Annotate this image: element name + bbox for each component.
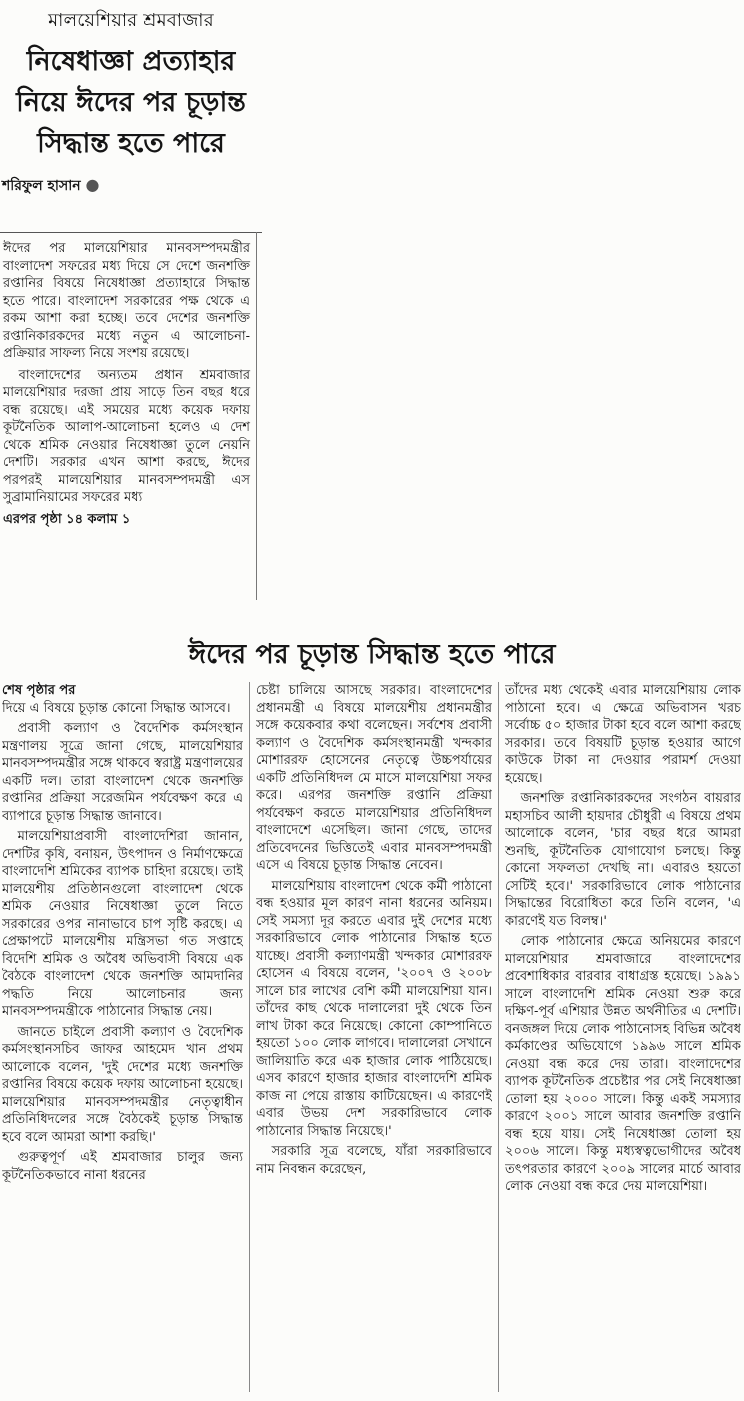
paragraph: দিয়ে এ বিষয়ে চূড়ান্ত কোনো সিদ্ধান্ত আসবে। <box>2 700 231 716</box>
paragraph: সরকারি সূত্র বলেছে, যাঁরা সরকারিভাবে নাম নিবন্ধন করেছেন, <box>256 1144 492 1177</box>
headline <box>8 41 254 164</box>
column-2 <box>256 682 492 1397</box>
continuation-title: ঈদের পর চূড়ান্ত সিদ্ধান্ত হতে পারে <box>188 639 556 670</box>
paragraph: তাঁদের মধ্য থেকেই এবার মালয়েশিয়ায় লোক পাঠানো হবে। এ ক্ষেত্রে অভিবাসন খরচ সর্বোচ্চ ৫০ হাজার টাকা হবে বলে আশা করছে সরকার। তবে বিষয়টি চূড়ান্ত হওয়ার আগে কাউকে টাকা না দেওয়ার পরামর্শ দেওয়া হয়েছে। <box>505 683 741 786</box>
paragraph: মালয়েশিয়াপ্রবাসী বাংলাদেশিরা জানান, দেশটির কৃষি, বনায়ন, উৎপাদন ও নির্মাণক্ষেত্রে বাংলাদেশি শ্রমিকের ব্যাপক চাহিদা রয়েছে। তাই মালয়েশীয় প্রতিষ্ঠানগুলো বাংলাদেশ থেকে শ্রমিক নেওয়ার নিষেধাজ্ঞা তুলে নিতে সরকারের ওপর নানাভাবে চাপ সৃষ্টি করছে। এ প্রেক্ষাপটে মালয়েশীয় মন্ত্রিসভা গত সপ্তাহে বিদেশি শ্রমিক ও অবৈধ অভিবাসী বিষয়ে এক বৈঠকে বাংলাদেশ থেকে জনশক্তি আমদানির পদ্ধতি নিয়ে আলোচনার জন্য মানবসম্পদমন্ত্রীকে পাঠানোর সিদ্ধান্ত নেয়। <box>2 829 243 1019</box>
continued-from-label: শেষ পৃষ্ঠার পর <box>2 683 76 698</box>
paragraph: জনশক্তি রপ্তানিকারকদের সংগঠন বায়রার মহাসচিব আলী হায়দার চৌধুরী এ বিষয়ে প্রথম আলোকে বলেন, 'চার বছর ধরে আমরা শুনছি, কূটনৈতিক যোগাযোগ চলছে। কিন্তু কোনো সফলতা দেখছি না। এবারও হয়তো সেটিই হবে।' সরকারিভাবে লোক পাঠানোর সিদ্ধান্তের বিরোধিতা করে তিনি বলেন, 'এ কারণেই যত বিলম্ব।' <box>505 791 741 929</box>
column-divider <box>498 682 499 1392</box>
paragraph: লোক পাঠানোর ক্ষেত্রে অনিয়মের কারণে মালয়েশিয়ার শ্রমবাজারে বাংলাদেশের প্রবেশাধিকার বারবার বাধাগ্রস্ত হয়েছে। ১৯৯১ সালে বাংলাদেশি শ্রমিক নেওয়া শুরু করে দক্ষিণ-পূর্ব এশিয়ার উন্নত অর্থনীতির এ দেশটি। বনজঙ্গল দিয়ে লোক পাঠানোসহ বিভিন্ন অবৈধ কর্মকাণ্ডের অভিযোগে ১৯৯৬ সালে শ্রমিক নেওয়া বন্ধ করে দেয় তারা। বাংলাদেশের ব্যাপক কূটনৈতিক প্রচেষ্টার পর সেই নিষেধাজ্ঞা তোলা হয় ২০০০ সালে। কিন্তু একই সমস্যার কারণে ২০০১ সালে আবার জনশক্তি রপ্তানি বন্ধ হয়ে যায়। সেই নিষেধাজ্ঞা তোলা হয় ২০০৬ সালে। কিন্তু মধ্যস্বত্বভোগীদের অবৈধ তৎপরতার কারণে ২০০৯ সালের মার্চে আবার লোক নেওয়া বন্ধ করে দেয় মালয়েশিয়া। <box>505 934 741 1194</box>
byline <box>2 174 262 198</box>
byline-name: শরিফুল হাসান <box>2 178 81 194</box>
column-1 <box>2 682 243 1397</box>
paragraph: গুরুত্বপূর্ণ এই শ্রমবাজার চালুর জন্য কূটনৈতিকভাবে নানা ধরনের <box>2 1150 243 1183</box>
column-3 <box>505 682 741 1397</box>
column-divider <box>249 682 250 1392</box>
paragraph: চেষ্টা চালিয়ে আসছে সরকার। বাংলাদেশের প্রধানমন্ত্রী এ বিষয়ে মালয়েশীয় প্রধানমন্ত্রীর সঙ্গে কয়েকবার কথা বলেছেন। সর্বশেষ প্রবাসী কল্যাণ ও বৈদেশিক কর্মসংস্থানমন্ত্রী খন্দকার মোশাররফ হোসেনের নেতৃত্বে উচ্চপর্যায়ের একটি প্রতিনিধিদল মে মাসে মালয়েশিয়া সফর করে। এরপর জনশক্তি রপ্তানি প্রক্রিয়া পর্যবেক্ষণ করতে মালয়েশিয়ার প্রতিনিধিদল বাংলাদেশে এসেছিল। জানা গেছে, তাদের প্রতিবেদনের ভিত্তিতেই এবার মানবসম্পদমন্ত্রী এসে এ বিষয়ে চূড়ান্ত সিদ্ধান্ত নেবেন। <box>256 683 492 873</box>
paragraph: বাংলাদেশের অন্যতম প্রধান শ্রমবাজার মালয়েশিয়ার দরজা প্রায় সাড়ে তিন বছর ধরে বন্ধ রয়েছে। এই সময়ের মধ্যে কয়েক দফায় কূটনৈতিক আলাপ-আলোচনা হলেও এ দেশ থেকে শ্রমিক নেওয়ার নিষেধাজ্ঞা তুলে নেয়নি দেশটি। সরকার এখন আশা করছে, ঈদের পরপরই মালয়েশিয়ার মানবসম্পদমন্ত্রী এস সুব্রামানিয়ামের সফরের মধ্য <box>3 367 250 505</box>
headline-line: সিদ্ধান্ত হতে পারে <box>37 128 225 159</box>
continuation-columns <box>0 682 744 1401</box>
bullet-dot-icon: ● <box>85 175 100 194</box>
kicker: মালয়েশিয়ার শ্রমবাজার <box>48 10 214 31</box>
jump-line: এরপর পৃষ্ঠা ১৪ কলাম ১ <box>3 511 131 527</box>
paragraph: প্রবাসী কল্যাণ ও বৈদেশিক কর্মসংস্থান মন্ত্রণালয় সূত্রে জানা গেছে, মালয়েশিয়ার মানবসম্পদমন্ত্রীর সঙ্গে থাকবে স্বরাষ্ট্র মন্ত্রণালয়ের একটি দল। তারা বাংলাদেশ থেকে জনশক্তি রপ্তানির প্রক্রিয়া সরেজমিন পর্যবেক্ষণ করে এ ব্যাপারে চূড়ান্ত সিদ্ধান্ত জানাবে। <box>2 721 243 824</box>
paragraph: মালয়েশিয়ায় বাংলাদেশ থেকে কর্মী পাঠানো বন্ধ হওয়ার মূল কারণ নানা ধরনের অনিয়ম। সেই সমস্যা দূর করতে এবার দুই দেশের মধ্যে সরকারিভাবে লোক পাঠানোর সিদ্ধান্ত হতে যাচ্ছে। প্রবাসী কল্যাণমন্ত্রী খন্দকার মোশাররফ হোসেন এ বিষয়ে বলেন, '২০০৭ ও ২০০৮ সালে চার লাখের বেশি কর্মী মালয়েশিয়া যান। তাঁদের কাছ থেকে দালালেরা দুই থেকে তিন লাখ টাকা করে নিয়েছে। কোনো কোম্পানিতে হয়তো ১০০ লোক লাগবে। দালালেরা সেখানে জালিয়াতি করে এক হাজার লোক পাঠিয়েছে। এসব কারণে হাজার হাজার বাংলাদেশি শ্রমিক কাজ না পেয়ে রাস্তায় কাটিয়েছেন। এ কারণেই এবার উভয় দেশ সরকারিভাবে লোক পাঠানোর সিদ্ধান্ত নিয়েছে।' <box>256 878 492 1139</box>
article-top-rule <box>0 232 262 233</box>
article-right-rule <box>256 232 257 600</box>
top-article-body <box>3 240 250 528</box>
headline-line: নিয়ে ঈদের পর চূড়ান্ত <box>16 87 246 118</box>
headline-line: নিষেধাজ্ঞা প্রত্যাহার <box>26 46 236 77</box>
paragraph: জানতে চাইলে প্রবাসী কল্যাণ ও বৈদেশিক কর্মসংস্থানসচিব জাফর আহমেদ খান প্রথম আলোকে বলেন, 'দুই দেশের মধ্যে জনশক্তি রপ্তানির বিষয়ে কয়েক দফায় আলোচনা হয়েছে। মালয়েশিয়ার মানবসম্পদমন্ত্রীর নেতৃত্বাধীন প্রতিনিধিদলের সঙ্গে বৈঠকেই চূড়ান্ত সিদ্ধান্ত হবে বলে আমরা আশা করছি।' <box>2 1024 243 1145</box>
paragraph: ঈদের পর মালয়েশিয়ার মানবসম্পদমন্ত্রীর বাংলাদেশ সফরের মধ্য দিয়ে সে দেশে জনশক্তি রপ্তানির বিষয়ে নিষেধাজ্ঞা প্রত্যাহারে সিদ্ধান্ত হতে পারে। বাংলাদেশ সরকারের পক্ষ থেকে এ রকম আশা করা হচ্ছে। তবে দেশের জনশক্তি রপ্তানিকারকদের মধ্যে নতুন এ আলোচনা-প্রক্রিয়ার সাফল্য নিয়ে সংশয় রয়েছে। <box>3 241 250 361</box>
